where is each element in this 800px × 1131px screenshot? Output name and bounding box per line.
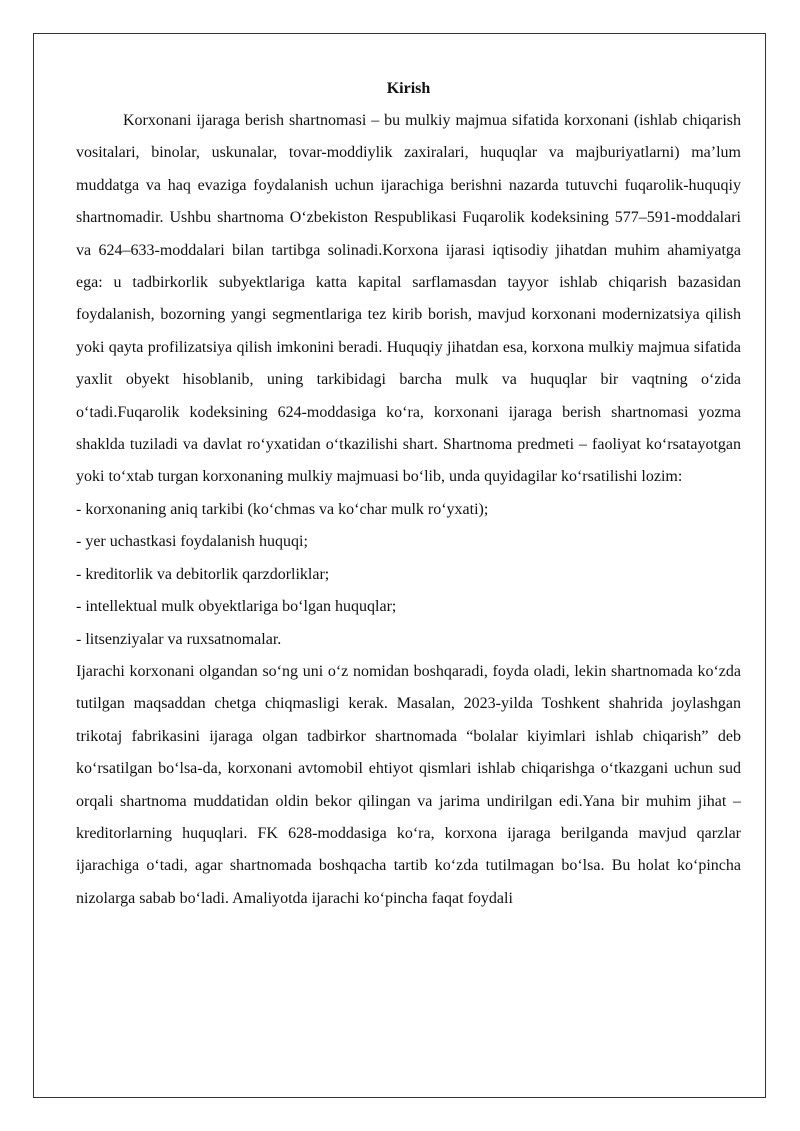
document-body — [76, 73, 741, 915]
list-item: - yer uchastkasi foydalanish huquqi; — [76, 533, 308, 551]
requirements-list — [76, 494, 741, 656]
intro-paragraph: Korxonani ijaraga berish shartnomasi – bu mulkiy majmua sifatida korxonani (ishlab chiqarish vositalari, binolar, uskunalar, tovar-moddiylik zaxiralari, huquqlar va majburiyatlarni) ma’lum muddatga va haq evaziga foydalanish uchun ijarachiga berishni nazarda tutuvchi fuqarolik-huquqiy shartnomadir. Ushbu shartnoma O‘zbekiston Respublikasi Fuqarolik kodeksining 577–591-moddalari va 624–633-moddalari bilan tartibga solinadi.Korxona ijarasi iqtisodiy jihatdan muhim ahamiyatga ega: u tadbirkorlik subyektlariga katta kapital sarflamasdan tayyor ishlab chiqarish bazasidan foydalanish, bozorning yangi segmentlariga tez kirib borish, mavjud korxonani modernizatsiya qilish yoki qayta profilizatsiya qilish imkonini beradi. Huquqiy jihatdan esa, korxona mulkiy majmua sifatida yaxlit obyekt hisoblanib, uning tarkibidagi barcha mulk va huquqlar bir vaqtning o‘zida o‘tadi.Fuqarolik kodeksining 624-moddasiga ko‘ra, korxonani ijaraga berish shartnomasi yozma shaklda tuziladi va davlat ro‘yxatidan o‘tkazilishi shart. Shartnoma predmeti – faoliyat ko‘rsatayotgan yoki to‘xtab turgan korxonaning mulkiy majmuasi bo‘lib, unda quyidagilar ko‘rsatilishi lozim: — [76, 112, 741, 486]
document-title: Kirish — [386, 80, 431, 97]
closing-paragraph: Ijarachi korxonani olgandan so‘ng uni o‘z nomidan boshqaradi, foyda oladi, lekin shartnomada ko‘zda tutilgan maqsaddan chetga chiqmasligi kerak. Masalan, 2023-yilda Toshkent shahrida joylashgan trikotaj fabrikasini ijaraga olgan tadbirkor shartnomada “bolalar kiyimlari ishlab chiqarish” deb ko‘rsatilgan bo‘lsa-da, korxonani avtomobil ehtiyot qismlari ishlab chiqarishga o‘tkazgani uchun sud orqali shartnoma muddatidan oldin bekor qilingan va jarima undirilgan edi.Yana bir muhim jihat – kreditorlarning huquqlari. FK 628-moddasiga ko‘ra, korxona ijaraga berilganda mavjud qarzlar ijarachiga o‘tadi, agar shartnomada boshqacha tartib ko‘zda tutilmagan bo‘lsa. Bu holat ko‘pincha nizolarga sabab bo‘ladi. Amaliyotda ijarachi ko‘pincha faqat foydali — [76, 662, 741, 907]
list-item: - kreditorlik va debitorlik qarzdorliklar; — [76, 565, 330, 583]
list-item: - litsenziyalar va ruxsatnomalar. — [76, 630, 282, 648]
list-item: - korxonaning aniq tarkibi (ko‘chmas va ko‘char mulk ro‘yxati); — [76, 500, 489, 518]
list-item: - intellektual mulk obyektlariga bo‘lgan huquqlar; — [76, 598, 397, 616]
